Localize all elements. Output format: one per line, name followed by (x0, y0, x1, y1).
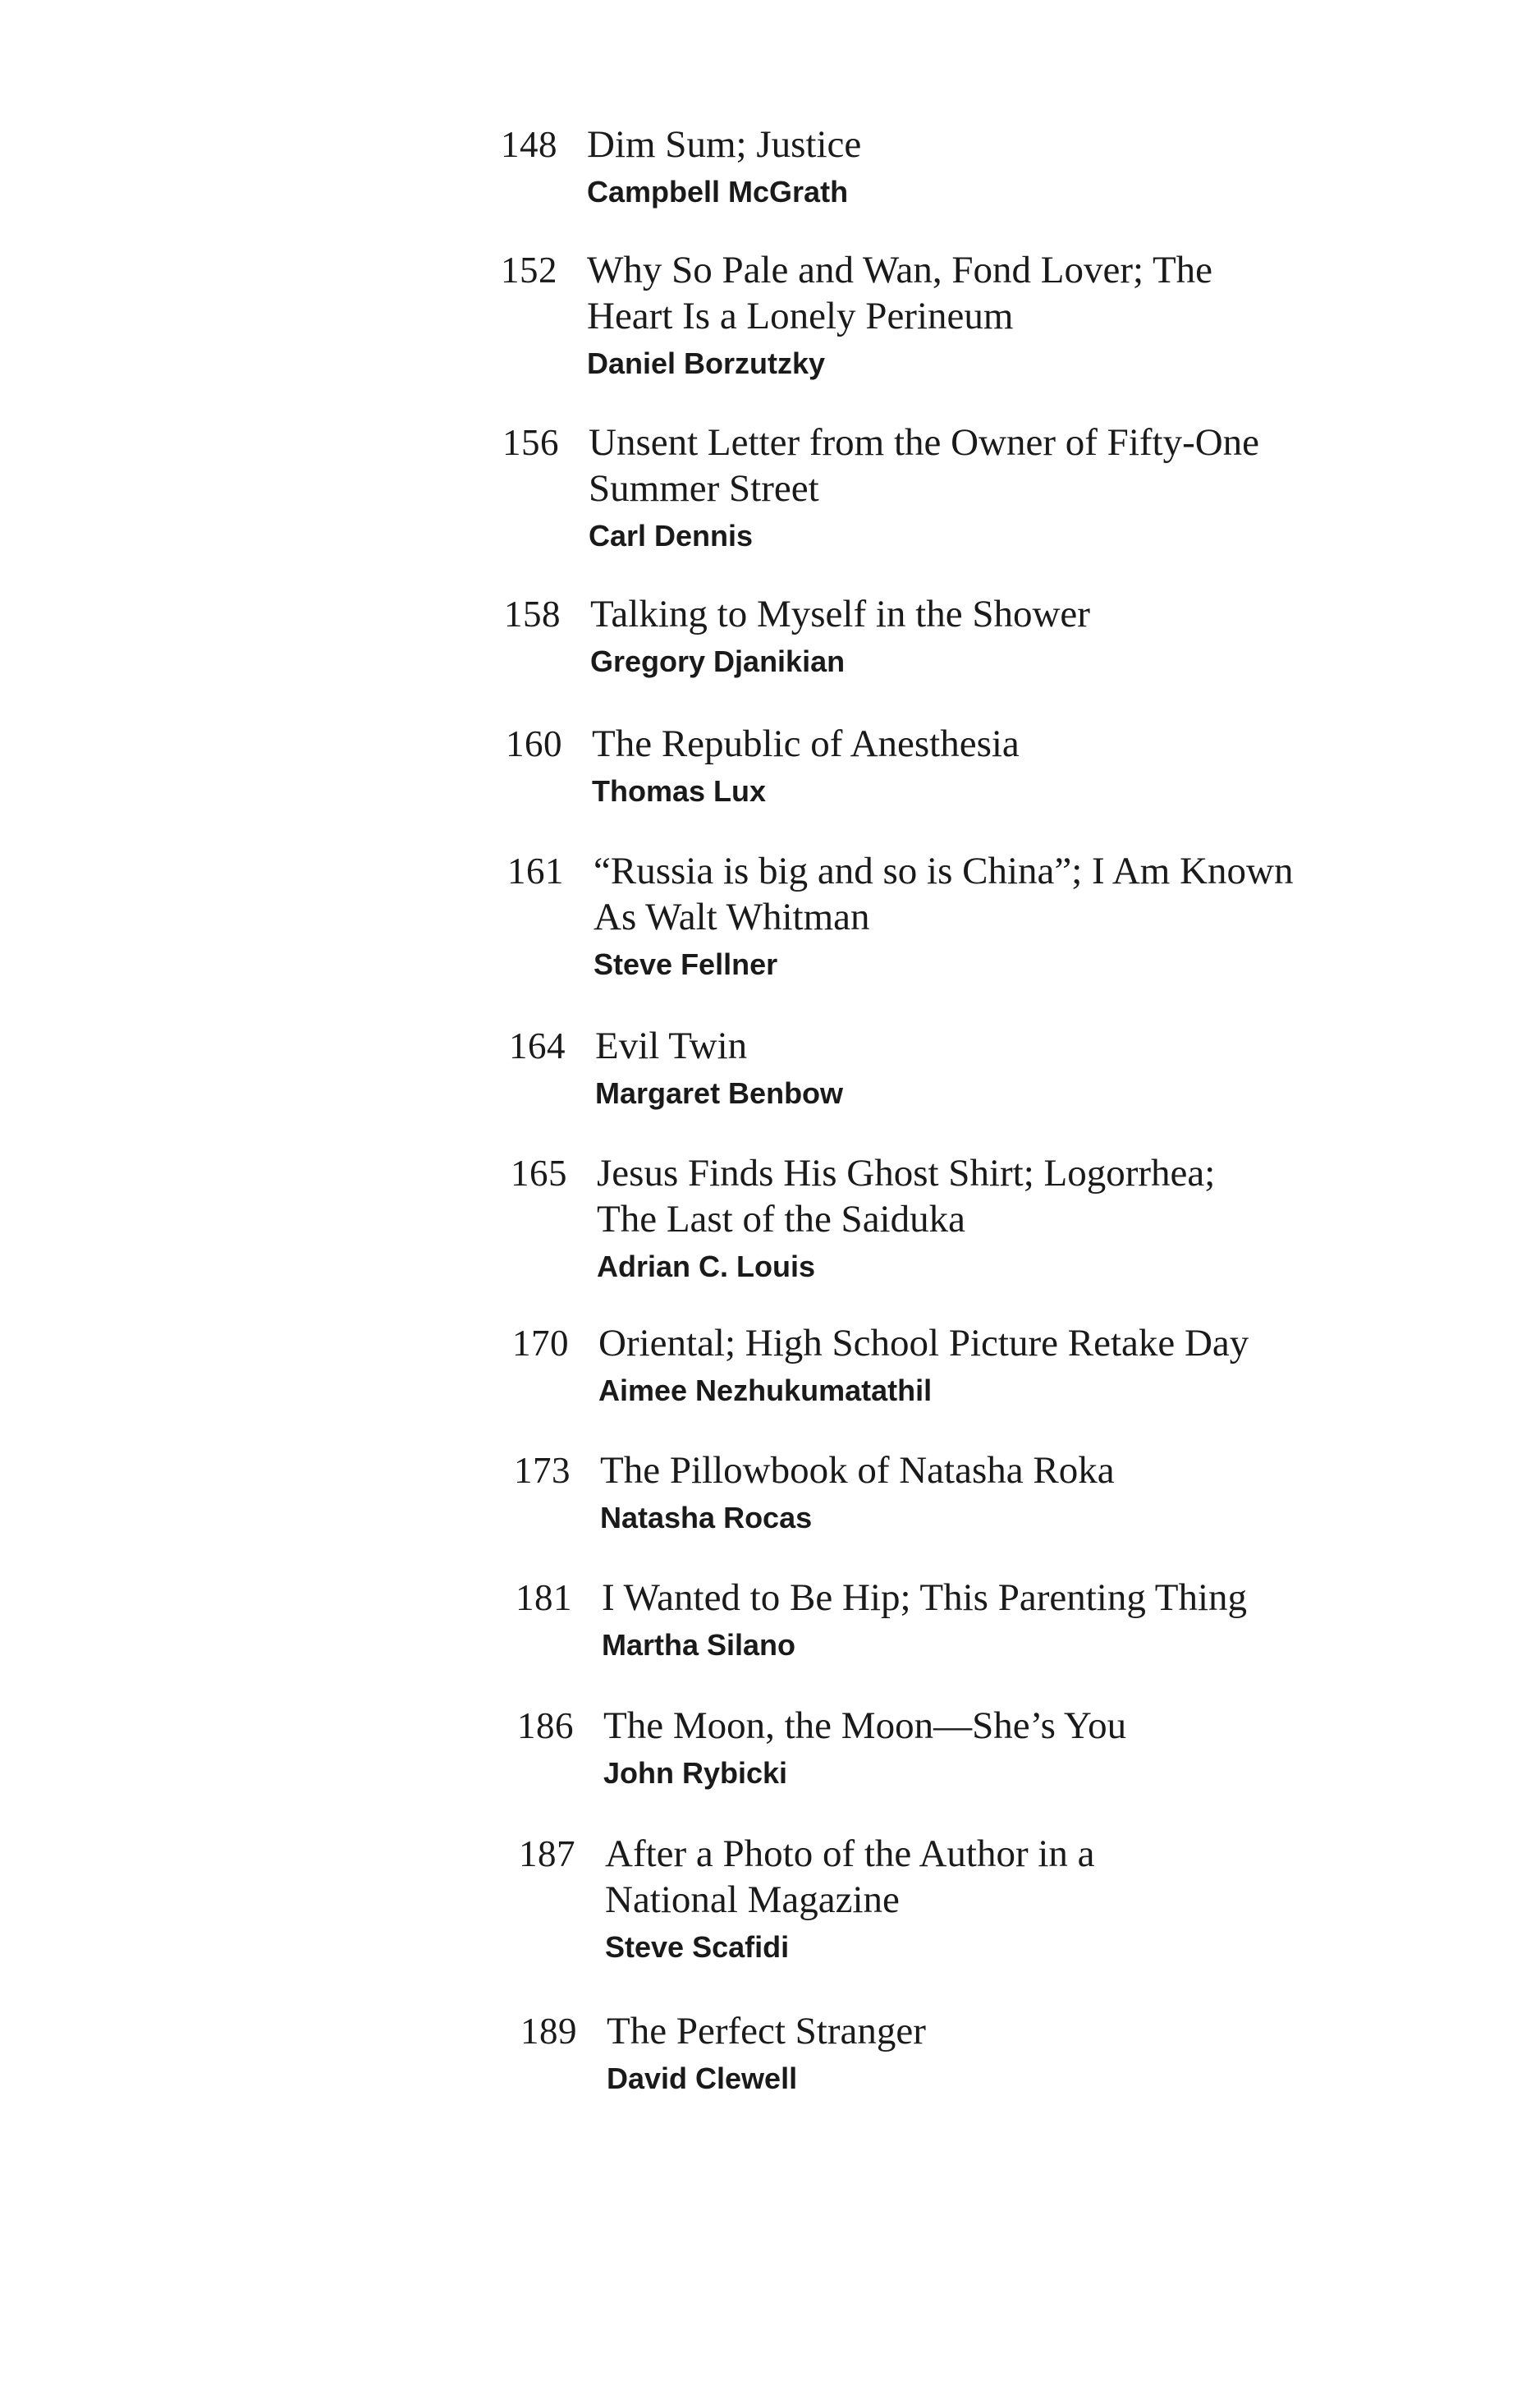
title-line: Evil Twin (595, 1025, 748, 1067)
poem-title (597, 1150, 1418, 1242)
author-name: Gregory Djanikian (590, 644, 846, 678)
author-name: John Rybicki (603, 1756, 788, 1790)
title-line: Summer Street (589, 467, 819, 510)
author-name: Martha Silano (602, 1628, 796, 1662)
page-number: 152 (501, 250, 557, 291)
poem-title (607, 2008, 1428, 2054)
poem-title (605, 1831, 1426, 1923)
entry-body (602, 1575, 1423, 1662)
entry-body (589, 420, 1409, 553)
page-number: 170 (512, 1323, 569, 1364)
entry-body (605, 1831, 1426, 1964)
author-name: Aimee Nezhukumatathil (598, 1374, 933, 1407)
author-name: Campbell McGrath (587, 175, 849, 209)
entry-body (607, 2008, 1428, 2095)
page-number: 160 (506, 723, 562, 764)
author-name: David Clewell (607, 2062, 798, 2095)
poem-title (589, 420, 1409, 511)
page-number: 189 (520, 2011, 577, 2052)
title-line: “Russia is big and so is China”; I Am Known (594, 850, 1294, 892)
poem-title (592, 721, 1413, 767)
poem-title (603, 1703, 1424, 1749)
entry-body (592, 721, 1413, 808)
page-number: 156 (502, 422, 559, 463)
poem-title (602, 1575, 1423, 1621)
poem-title (590, 591, 1411, 637)
title-line: Heart Is a Lonely Perineum (587, 295, 1014, 337)
author-name: Adrian C. Louis (597, 1250, 816, 1283)
page-number: 186 (517, 1705, 574, 1746)
entry-body (587, 247, 1408, 380)
page-number: 158 (504, 594, 561, 635)
author-name: Steve Scafidi (605, 1930, 790, 1964)
page-number: 187 (519, 1833, 575, 1874)
entry-body (600, 1447, 1421, 1534)
title-line: Dim Sum; Justice (587, 123, 862, 166)
poem-title (600, 1447, 1421, 1493)
page-number: 173 (514, 1450, 571, 1491)
poem-title (587, 122, 1408, 167)
poem-title (598, 1320, 1419, 1366)
entry-body (597, 1150, 1418, 1283)
title-line: I Wanted to Be Hip; This Parenting Thing (602, 1576, 1248, 1619)
poem-title (595, 1023, 1416, 1069)
author-name: Margaret Benbow (595, 1076, 844, 1110)
title-line: Oriental; High School Picture Retake Day (598, 1322, 1249, 1364)
title-line: The Moon, the Moon—She’s You (603, 1704, 1127, 1747)
author-name: Carl Dennis (589, 519, 754, 553)
poem-title (594, 848, 1414, 940)
page-number: 164 (509, 1025, 566, 1066)
title-line: The Pillowbook of Natasha Roka (600, 1449, 1115, 1492)
entry-body (595, 1023, 1416, 1110)
page-number: 161 (507, 851, 564, 892)
author-name: Thomas Lux (592, 774, 767, 808)
entry-body (590, 591, 1411, 678)
author-name: Daniel Borzutzky (587, 346, 826, 380)
title-line: As Walt Whitman (594, 896, 870, 938)
entry-body (598, 1320, 1419, 1407)
title-line: Unsent Letter from the Owner of Fifty-One (589, 421, 1260, 464)
title-line: National Magazine (605, 1878, 900, 1921)
entry-body (594, 848, 1414, 981)
entry-body (603, 1703, 1424, 1790)
title-line: After a Photo of the Author in a (605, 1832, 1095, 1875)
poem-title (587, 247, 1408, 339)
entry-body (587, 122, 1408, 209)
title-line: The Last of the Saiduka (597, 1198, 965, 1241)
page-number: 148 (501, 124, 557, 165)
title-line: Talking to Myself in the Shower (590, 593, 1090, 635)
page-number: 181 (516, 1577, 572, 1618)
author-name: Natasha Rocas (600, 1501, 813, 1534)
title-line: The Perfect Stranger (607, 2010, 926, 2052)
author-name: Steve Fellner (594, 947, 778, 981)
title-line: Jesus Finds His Ghost Shirt; Logorrhea; (597, 1152, 1216, 1195)
title-line: Why So Pale and Wan, Fond Lover; The (587, 249, 1213, 291)
title-line: The Republic of Anesthesia (592, 722, 1020, 765)
page-number: 165 (511, 1153, 567, 1194)
